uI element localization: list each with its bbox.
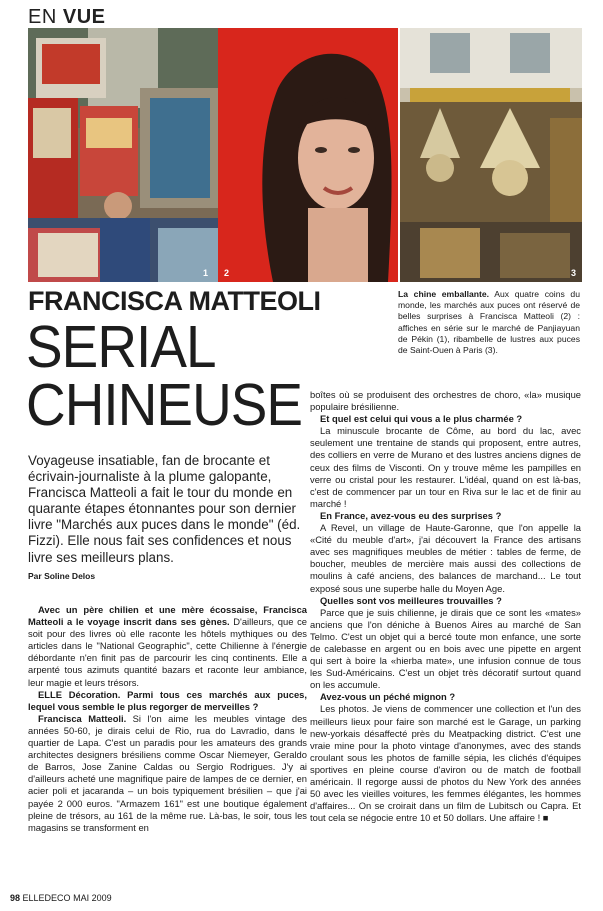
issue-date: MAI 2009 xyxy=(73,893,112,903)
lead-sentence: Avec un père chilien et une mère écossaise, Francisca Matteoli a le voyage inscrit dans ses gènes. xyxy=(28,604,307,628)
photo-number-2: 2 xyxy=(224,268,230,278)
byline: Par Soline Delos xyxy=(28,571,96,581)
question-3: En France, avez-vous eu des surprises ? xyxy=(320,509,502,521)
article-title-line1: SERIAL xyxy=(26,314,216,380)
answer-2: La minuscule brocante de Côme, au bord du lac, avec seulement une trentaine de stands qui proposent, entre autres, des colliers en verre de Murano et des lustres anciens dignes de ceux des films de Visconti. On y trouve même les pampilles en verre ou cristal pour les restaurer. L'idéal, quand on est là-bas, c'est de commencer par un tour en Riva sur le lac et de finir au marché ! xyxy=(310,425,581,509)
article-title-line2: CHINEUSE xyxy=(26,372,303,438)
paragraph-text: D'ailleurs, que ce soit pour des livres où elle raconte les hôtels mythiques ou des articles dans le "National Geographic", cette Chilienne à l'énergie débordante n'en finit pas de parcourir les cinq continents. Elle a arpenté tous azimuts quantité bazars et raconte leur ambiance, leur magie et leurs trésors. xyxy=(28,616,307,688)
answer-text: Si l'on aime les meubles vintage des années 50-60, je dirais celui de Rio, rua do Lavradio, dans le quartier de Lapa. C'est un paradis pour les amateurs des grands architectes designers brésiliens comme Oscar Niemeyer, Geraldo de Barros, Jose Zanine Caldas ou Sergio Rodrigues. J'y ai d'ailleurs acheté une magnifique paire de lampes de ce dernier, en acier poli et jacaranda – un bois typiquement brésilien – que j'ai payée 2 000 euros. "Armazem 161" est une boutique également pleine de trésors, au 161 de la même rue. Là-bas, le soir, tous les magasins se transforment en xyxy=(28,712,307,833)
continued-paragraph: boîtes où se produisent des orchestres de choro, «la» musique populaire brésilienne. xyxy=(310,389,581,413)
page-number: 98 xyxy=(10,893,21,903)
question-5: Avez-vous un péché mignon ? xyxy=(320,691,456,703)
photo-number-1: 1 xyxy=(202,268,208,278)
article-name: FRANCISCA MATTEOLI xyxy=(28,286,321,316)
question-1: ELLE Décoration. Parmi tous ces marchés aux puces, lequel vous semble le plus regorger de merveilles ? xyxy=(28,688,307,712)
section-header xyxy=(28,6,105,29)
body-column-right xyxy=(310,389,581,824)
question-4: Quelles sont vos meilleures trouvailles ? xyxy=(320,594,502,606)
section-vue: VUE xyxy=(62,6,106,28)
answer-3: A Revel, un village de Haute-Garonne, que l'on appelle la «Cité du meuble d'art», j'ai découvert la France des artisans avec ses magnifiques meubles de métier : tables de ferme, de boucher, meubles de mercière mais aussi des collections de moulins à café anciens, des balances de marchand... Le tout exposé sous une superbe halle du Moyen Age. xyxy=(310,522,581,594)
caption-lead: La chine emballante. xyxy=(398,289,490,299)
photo-market-posters xyxy=(28,28,218,282)
body-column-left xyxy=(28,604,307,834)
speaker-label: Francisca Matteoli. xyxy=(38,712,127,724)
body-paragraph xyxy=(28,604,307,689)
question-2: Et quel est celui qui vous a le plus charmée ? xyxy=(320,413,523,425)
answer-1 xyxy=(28,713,307,834)
answer-4: Parce que je suis chilienne, je dirais que ce sont les «mates» anciens que l'on déniche à Buenos Aires au marché de San Telmo. C'est un objet qui a bercé toute mon enfance, une sorte de calebasse en argent ou en bois avec une pipette en argent qui sert à boire la «hierba mate», une infusion connue de tous les Sud-Américains. C'est un objet très décoratif surtout quand on les accumule. xyxy=(310,606,581,691)
photo-portrait xyxy=(218,28,398,282)
intro-paragraph: Voyageuse insatiable, fan de brocante et écrivain-journaliste à la plume galopante, Francisca Matteoli a fait le tour du monde en quarante étapes étonnantes pour son dernier livre "Marchés aux puces dans le monde" (éd. Fizzi). Elle nous fait ses confidences et nous livre ses meilleurs plans. xyxy=(28,453,301,565)
caption-text: Aux quatre coins du monde, les marchés aux puces ont réservé de belles surprises à Francisca Matteoli (2) : affiches en série sur le marché de Panjiayuan de Pékin (1), ribambelle de lustres aux puces de Saint-Ouen à Paris (3). xyxy=(398,289,580,356)
section-en: EN xyxy=(28,6,57,28)
photo-caption xyxy=(398,289,580,356)
answer-5: Les photos. Je viens de commencer une collection et l'un des meilleurs lieux pour faire son marché est le Garage, un parking new-yorkais désaffecté près du Meatpacking district. C'est une vraie mine pour la photo vintage d'anonymes, avec des stands croulant sous les photos de famille sépia, les clichés d'équipes sportives en pleine course d'aviron ou de match de football américain. Il regorge aussi de photos du New York des années 50 avec les vieilles voitures, les femmes élégantes, les hommes d'affaires... On se croirait dans un film de Lubitsch ou Capra. Et tout cela se négocie entre 10 et 50 dollars. Une affaire ! ■ xyxy=(310,703,581,824)
photo-chandeliers xyxy=(400,28,582,282)
magazine-name: ELLEDECO xyxy=(22,893,71,903)
photo-number-3: 3 xyxy=(570,268,576,278)
page-footer xyxy=(10,893,112,903)
